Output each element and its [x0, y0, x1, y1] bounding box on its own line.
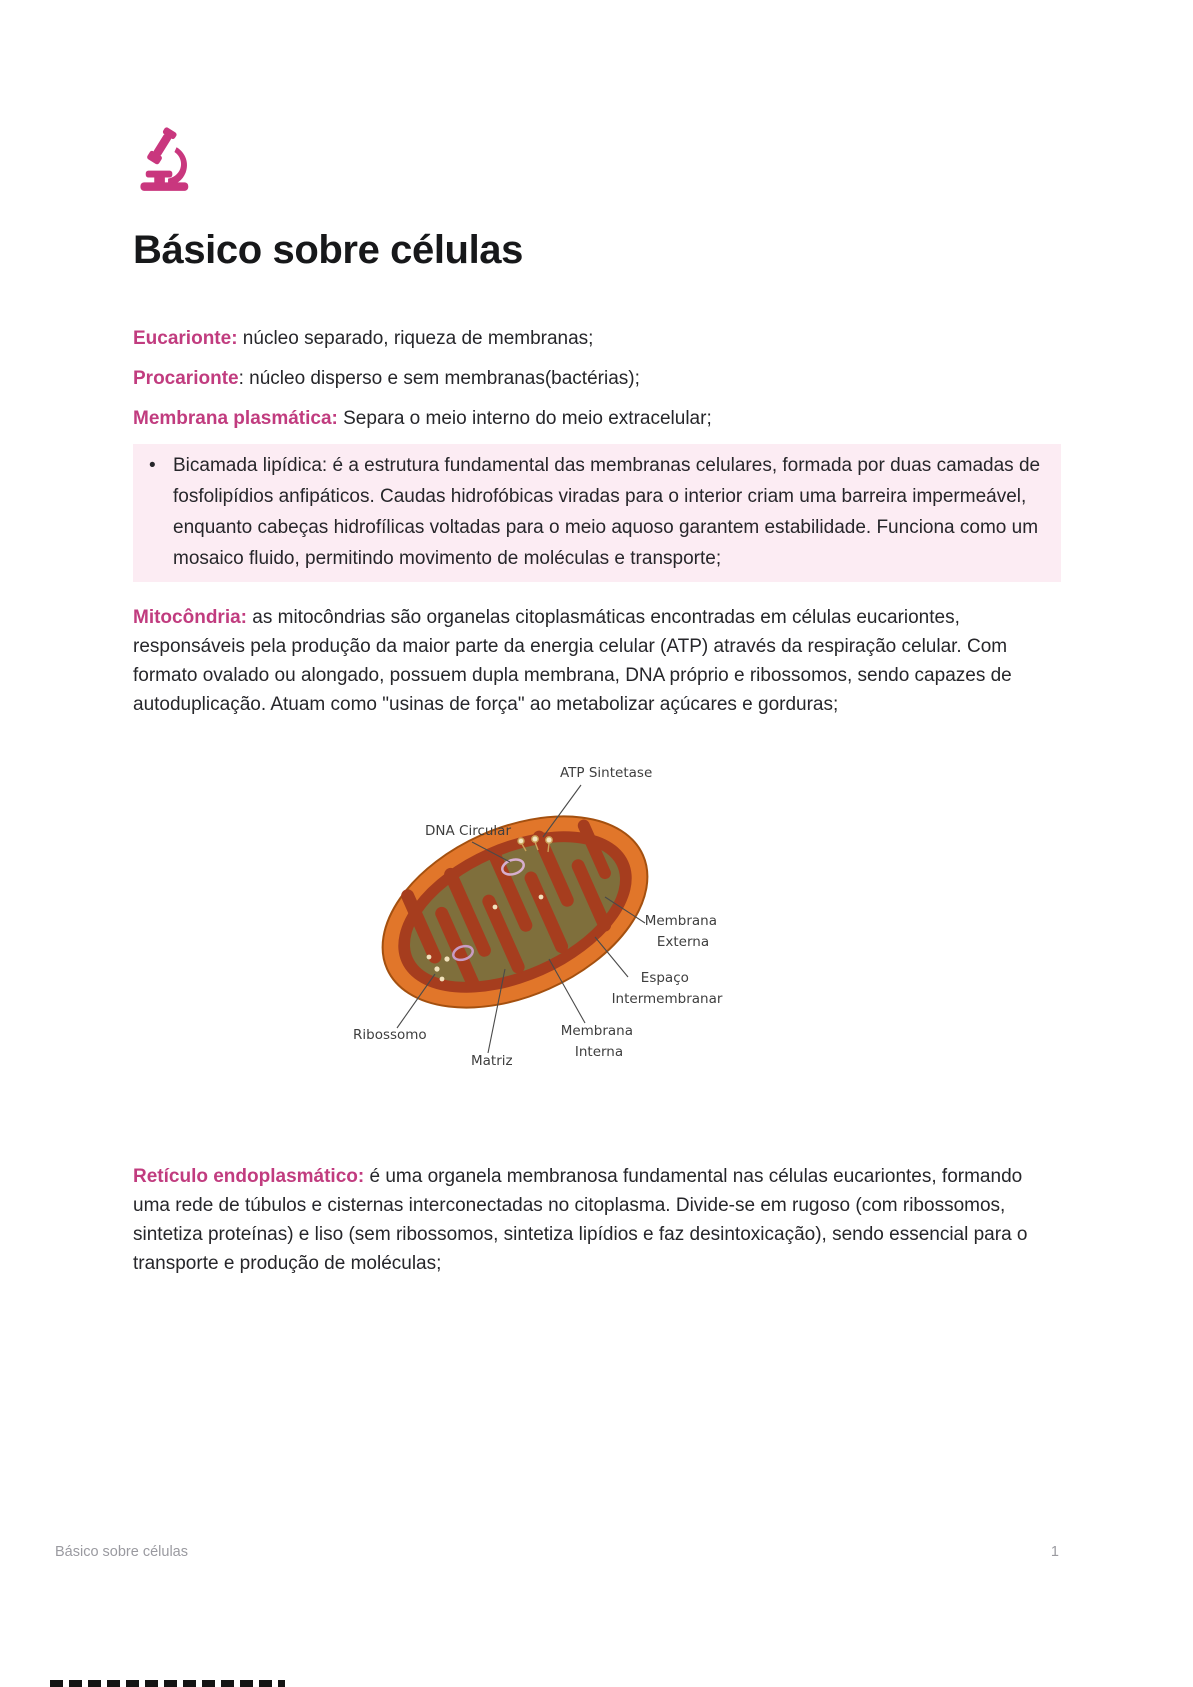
microscope-icon [133, 126, 201, 194]
label-membrana-interna: Membrana Interna [560, 1023, 634, 1060]
next-page-cropped-fragment [50, 1680, 285, 1687]
bullet-text: Bicamada lipídica: é a estrutura fundamental das membranas celulares, formada por duas camadas de fosfolipídios anfipáticos. Caudas hidrofóbicas viradas para o interior criam uma barreira impermeável, enquanto cabeças hidrofílicas voltadas para o meio aquoso garantem estabilidade. Funciona como um mosaico fluido, permitindo movimento de moléculas e transporte; [173, 455, 1041, 569]
paragraph-text: núcleo separado, riqueza de membranas; [237, 328, 594, 349]
label-ribossomo: Ribossomo [353, 1027, 427, 1043]
paragraph-lead: Eucarionte: [133, 328, 238, 349]
paragraph-text: Separa o meio interno do meio extracelular; [337, 408, 712, 429]
label-dna-circular: DNA Circular [425, 823, 512, 839]
bullet-marker: • [149, 455, 156, 476]
mitochondria-diagram [345, 747, 765, 1092]
paragraph-text: as mitocôndrias são organelas citoplasmáticas encontradas em células eucariontes, responsáveis pela produção da maior parte da energia celular (ATP) através da respiração celular. Com formato ovalado ou alongado, possuem dupla membrana, DNA próprio e ribossomos, sendo capazes de autoduplicação. Atuam como "usinas de força" ao metabolizar açúcares e gorduras; [133, 607, 1012, 715]
page-number: 1 [1050, 1544, 1059, 1560]
paragraph-lead: Procarionte [133, 368, 239, 389]
paragraph-text: é uma organela membranosa fundamental nas células eucariontes, formando uma rede de túbulos e cisternas interconectadas no citoplasma. Divide-se em rugoso (com ribossomos, sintetiza proteínas) e liso (sem ribossomos, sintetiza lipídios e faz desintoxicação), sendo essencial para o transporte e produção de moléculas; [133, 1166, 1028, 1274]
footer-title: Básico sobre células [55, 1544, 188, 1560]
highlighted-bullet-block [133, 444, 1061, 582]
label-membrana-externa: Membrana Externa [644, 913, 718, 950]
page-title: Básico sobre células [133, 228, 523, 272]
paragraph-lead: Membrana plasmática: [133, 408, 338, 429]
page-footer [0, 1544, 1193, 1560]
label-atp-sintetase: ATP Sintetase [560, 765, 653, 781]
paragraph-text: : núcleo disperso e sem membranas(bactérias); [238, 368, 640, 389]
paragraph-procarionte [133, 364, 1061, 393]
paragraph-mitocondria [133, 603, 1061, 719]
paragraph-lead: Mitocôndria: [133, 607, 247, 628]
label-matriz: Matriz [471, 1053, 513, 1069]
paragraph-reticulo [133, 1162, 1061, 1278]
label-espaco-intermembranar: Espaço Intermembranar [611, 970, 723, 1007]
paragraph-eucarionte [133, 324, 1061, 353]
paragraph-membrana-plasmatica [133, 404, 1061, 433]
paragraph-lead: Retículo endoplasmático: [133, 1166, 365, 1187]
